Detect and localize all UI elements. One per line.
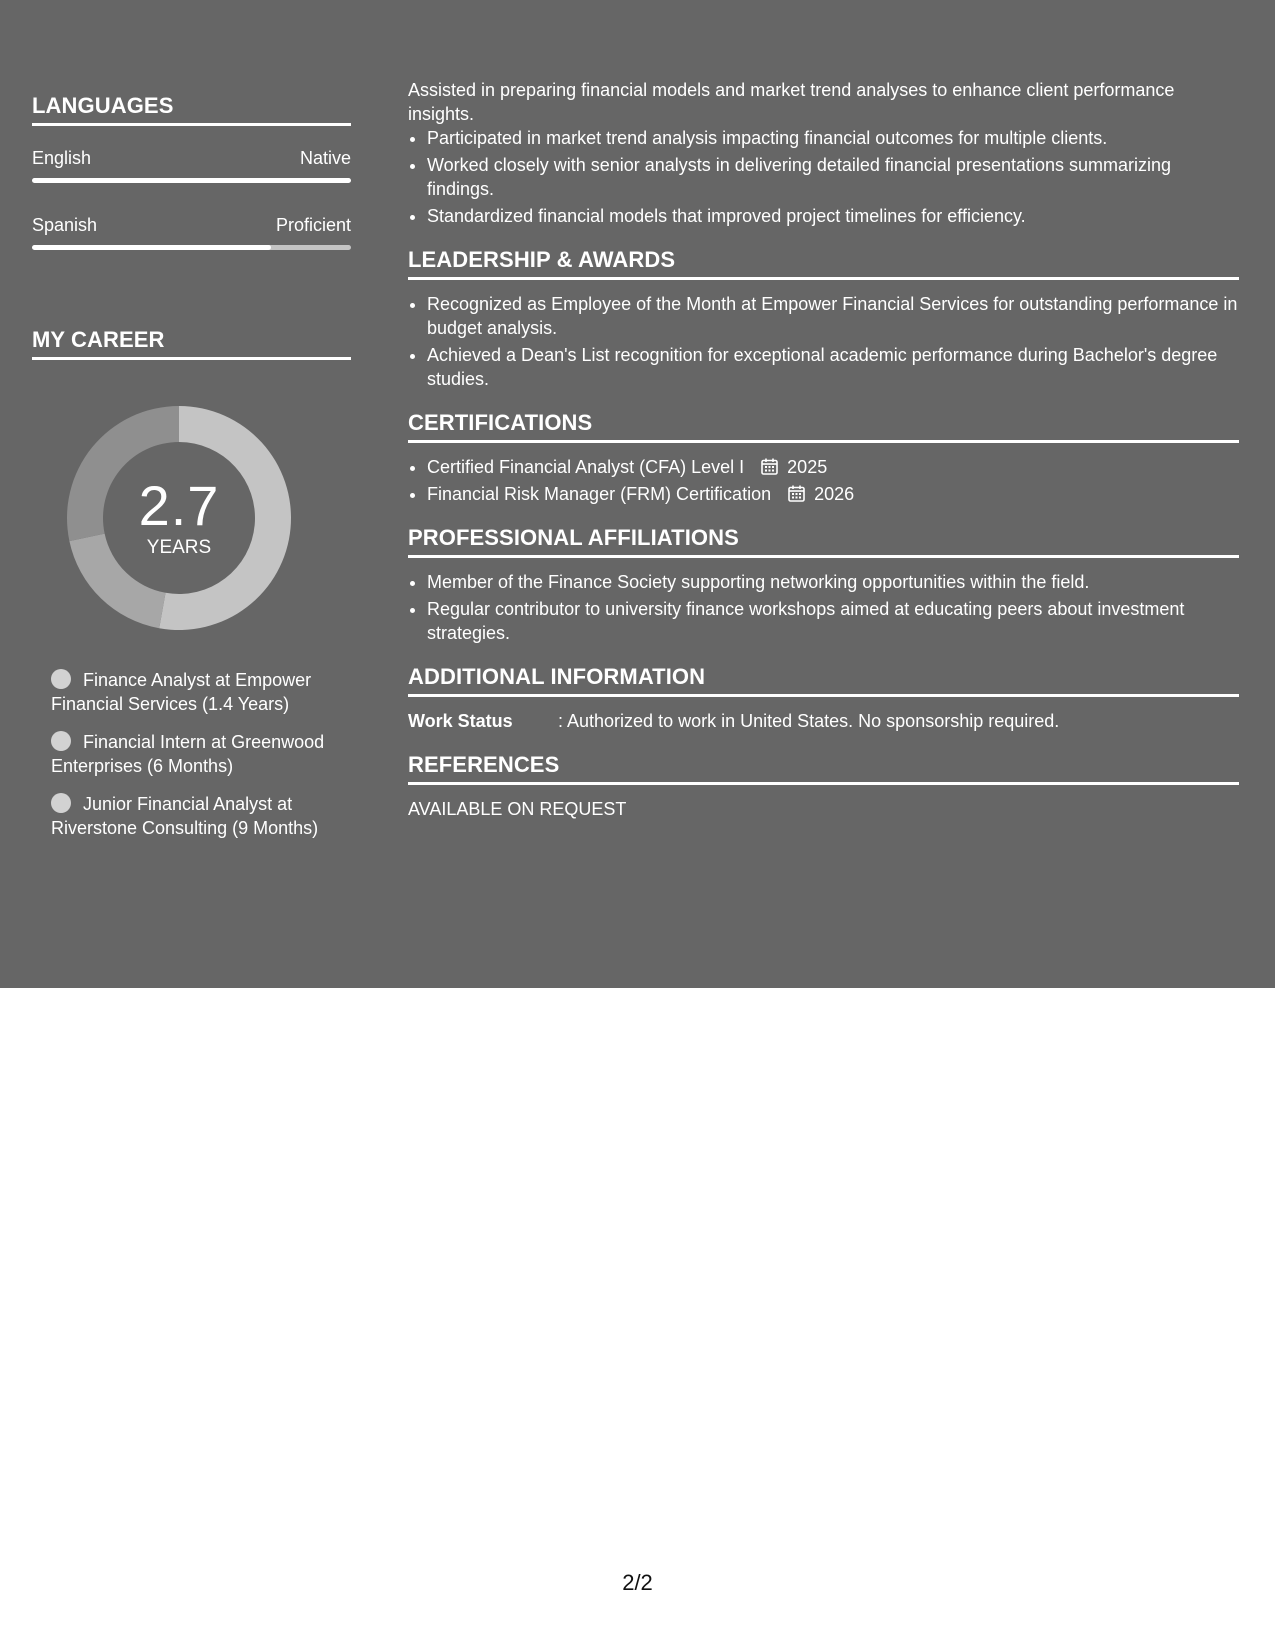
experience-bullet: • Worked closely with senior analysts in delivering detailed financial presentations summarizing findings. <box>427 153 1239 201</box>
additional-info-title: ADDITIONAL INFORMATION <box>408 663 1239 697</box>
certifications-title: CERTIFICATIONS <box>408 409 1239 443</box>
references-title: REFERENCES <box>408 751 1239 785</box>
references-text: AVAILABLE ON REQUEST <box>408 799 627 819</box>
certification-year: 2025 <box>787 457 828 477</box>
language-bar <box>32 178 351 183</box>
legend-dot-icon <box>51 731 71 751</box>
language-name: English <box>32 148 92 168</box>
leadership-bullet: • Recognized as Employee of the Month at Empower Financial Services for outstanding performance in budget analysis. <box>427 292 1239 340</box>
legend-dot-icon <box>51 793 71 813</box>
affiliation-bullet: • Regular contributor to university finance workshops aimed at educating peers about investment strategies. <box>427 597 1239 645</box>
experience-bullet: • Standardized financial models that improved project timelines for efficiency. <box>427 204 1239 228</box>
calendar-icon <box>788 485 805 502</box>
affiliation-bullet: • Member of the Finance Society supporting networking opportunities within the field. <box>427 570 1239 594</box>
leadership-bullets <box>408 292 1239 391</box>
career-title: MY CAREER <box>32 326 351 360</box>
calendar-icon <box>761 458 778 475</box>
career-total-years: 2.7 <box>138 474 220 537</box>
career-legend-item <box>51 792 331 840</box>
language-bar-fill <box>32 178 351 183</box>
donut-center <box>65 404 293 632</box>
certification-item <box>427 455 1239 479</box>
language-item-spanish <box>32 213 351 250</box>
career-legend <box>51 668 331 840</box>
career-role-label: Finance Analyst at Empower Financial Services (1.4 Years) <box>51 670 312 714</box>
certification-name: Financial Risk Manager (FRM) Certification <box>427 484 772 504</box>
leadership-bullet: • Achieved a Dean's List recognition for exceptional academic performance during Bachelor's degree studies. <box>427 343 1239 391</box>
certification-item <box>427 482 1239 506</box>
work-status-row <box>408 709 1239 733</box>
experience-bullet: • Participated in market trend analysis impacting financial outcomes for multiple clients. <box>427 126 1239 150</box>
certification-name: Certified Financial Analyst (CFA) Level I <box>427 457 745 477</box>
affiliations-title: PROFESSIONAL AFFILIATIONS <box>408 524 1239 558</box>
experience-intro: Assisted in preparing financial models and market trend analyses to enhance client performance insights. <box>408 80 1175 124</box>
career-legend-item <box>51 668 331 716</box>
career-donut-chart <box>65 404 293 632</box>
page-number: 2/2 <box>622 1570 653 1595</box>
career-legend-item <box>51 730 331 778</box>
work-status-label: Work Status <box>408 711 513 731</box>
career-role-label: Junior Financial Analyst at Riverstone Consulting (9 Months) <box>51 794 319 838</box>
language-bar <box>32 245 351 250</box>
career-total-unit: YEARS <box>146 537 212 558</box>
language-name: Spanish <box>32 215 98 235</box>
legend-dot-icon <box>51 669 71 689</box>
left-column <box>32 92 351 854</box>
experience-bullets <box>408 126 1239 228</box>
certification-year: 2026 <box>814 484 855 504</box>
certifications-list <box>408 455 1239 506</box>
affiliations-bullets <box>408 570 1239 645</box>
leadership-title: LEADERSHIP & AWARDS <box>408 246 1239 280</box>
languages-title: LANGUAGES <box>32 92 351 126</box>
language-item-english <box>32 146 351 183</box>
language-level: Proficient <box>275 215 351 235</box>
right-column <box>408 78 1239 821</box>
career-role-label: Financial Intern at Greenwood Enterprises (6 Months) <box>51 732 325 776</box>
language-level: Native <box>299 148 351 168</box>
work-status-value: : Authorized to work in United States. No sponsorship required. <box>558 711 1060 731</box>
language-bar-fill <box>32 245 271 250</box>
